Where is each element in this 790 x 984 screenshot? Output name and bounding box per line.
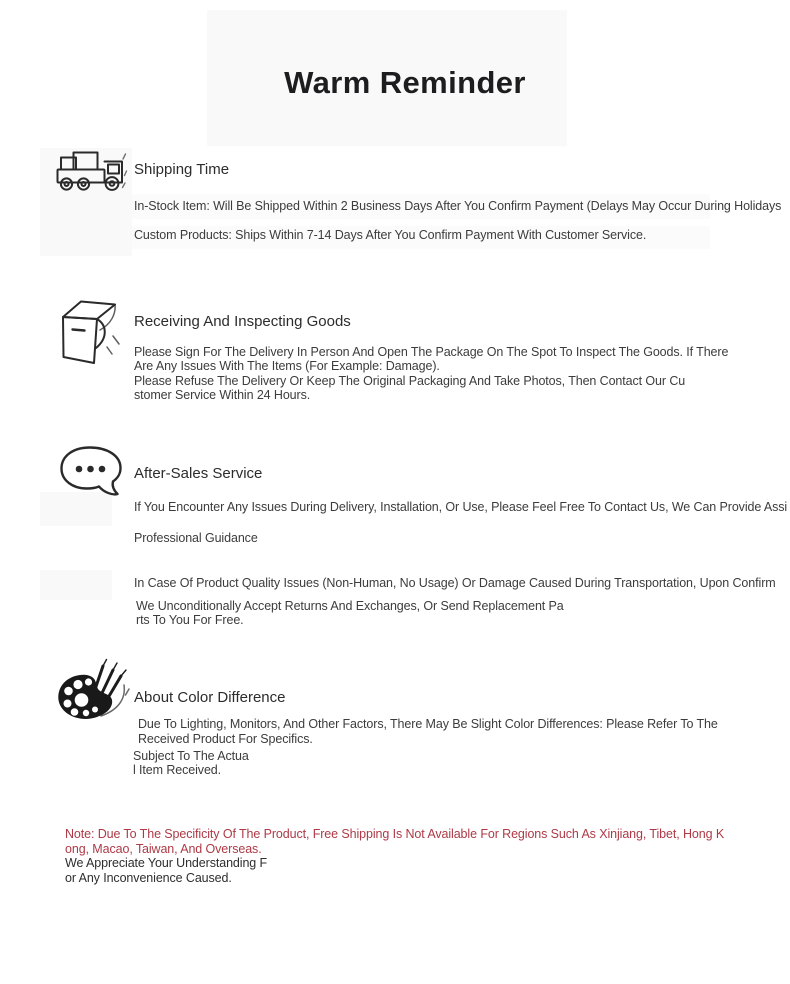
truck-icon <box>56 148 128 192</box>
text-line: stomer Service Within 24 Hours. <box>134 388 311 403</box>
text-line: Are Any Issues With The Items (For Example: Damage). <box>134 359 440 374</box>
aftersales-quality-line: In Case Of Product Quality Issues (Non-Human, No Usage) Or Damage Caused During Transportation, Upon Confirm <box>134 576 776 590</box>
chat-bubble-icon <box>59 445 123 497</box>
color-difference-block <box>138 717 718 747</box>
shipping-custom-line: Custom Products: Ships Within 7-14 Days After You Confirm Payment With Customer Service. <box>134 228 647 242</box>
section-heading-aftersales: After-Sales Service <box>134 465 263 482</box>
section-after-sales <box>0 445 790 655</box>
section-heading-color: About Color Difference <box>134 689 286 706</box>
text-line: Subject To The Actua <box>133 749 249 763</box>
package-box-icon <box>58 298 124 368</box>
text-line: Received Product For Specifics. <box>138 732 313 746</box>
text-line: We Unconditionally Accept Returns And Exchanges, Or Send Replacement Pa <box>136 599 564 613</box>
shipping-instock-line: In-Stock Item: Will Be Shipped Within 2 Business Days After You Confirm Payment (Delays May Occur During Holidays <box>134 199 782 213</box>
aftersales-returns-block <box>136 599 564 628</box>
section-heading-receiving: Receiving And Inspecting Goods <box>134 313 351 330</box>
aftersales-guidance-line: Professional Guidance <box>134 531 258 545</box>
text-line: ong, Macao, Taiwan, And Overseas. <box>65 841 262 856</box>
text-line: Please Sign For The Delivery In Person And Open The Package On The Spot To Inspect The Goods. If There <box>134 345 729 359</box>
footer-note <box>0 820 790 900</box>
text-line: Please Refuse The Delivery Or Keep The Original Packaging And Take Photos, Then Contact Our Cu <box>134 373 686 388</box>
note-warning-text <box>65 827 724 856</box>
text-line: rts To You For Free. <box>136 613 244 628</box>
section-heading-shipping: Shipping Time <box>134 161 230 178</box>
paint-palette-icon <box>55 658 133 726</box>
text-line: Note: Due To The Specificity Of The Product, Free Shipping Is Not Available For Regions Such As Xinjiang, Tibet, Hong K <box>65 827 725 841</box>
note-closing-text <box>65 856 267 885</box>
page-title: Warm Reminder <box>284 65 526 100</box>
text-line: or Any Inconvenience Caused. <box>65 870 232 885</box>
section-shipping-time <box>0 148 790 293</box>
text-line: We Appreciate Your Understanding F <box>65 856 268 870</box>
text-line: Due To Lighting, Monitors, And Other Factors, There May Be Slight Color Differences: Please Refer To The <box>138 717 718 731</box>
section-receiving-goods <box>0 298 790 440</box>
color-subject-block <box>133 749 249 778</box>
receiving-text-block <box>134 345 728 403</box>
section-color-difference <box>0 658 790 818</box>
text-line: l Item Received. <box>133 763 222 778</box>
aftersales-contact-line: If You Encounter Any Issues During Delivery, Installation, Or Use, Please Feel Free To Contact Us, We Can Provide Assi <box>134 500 788 514</box>
